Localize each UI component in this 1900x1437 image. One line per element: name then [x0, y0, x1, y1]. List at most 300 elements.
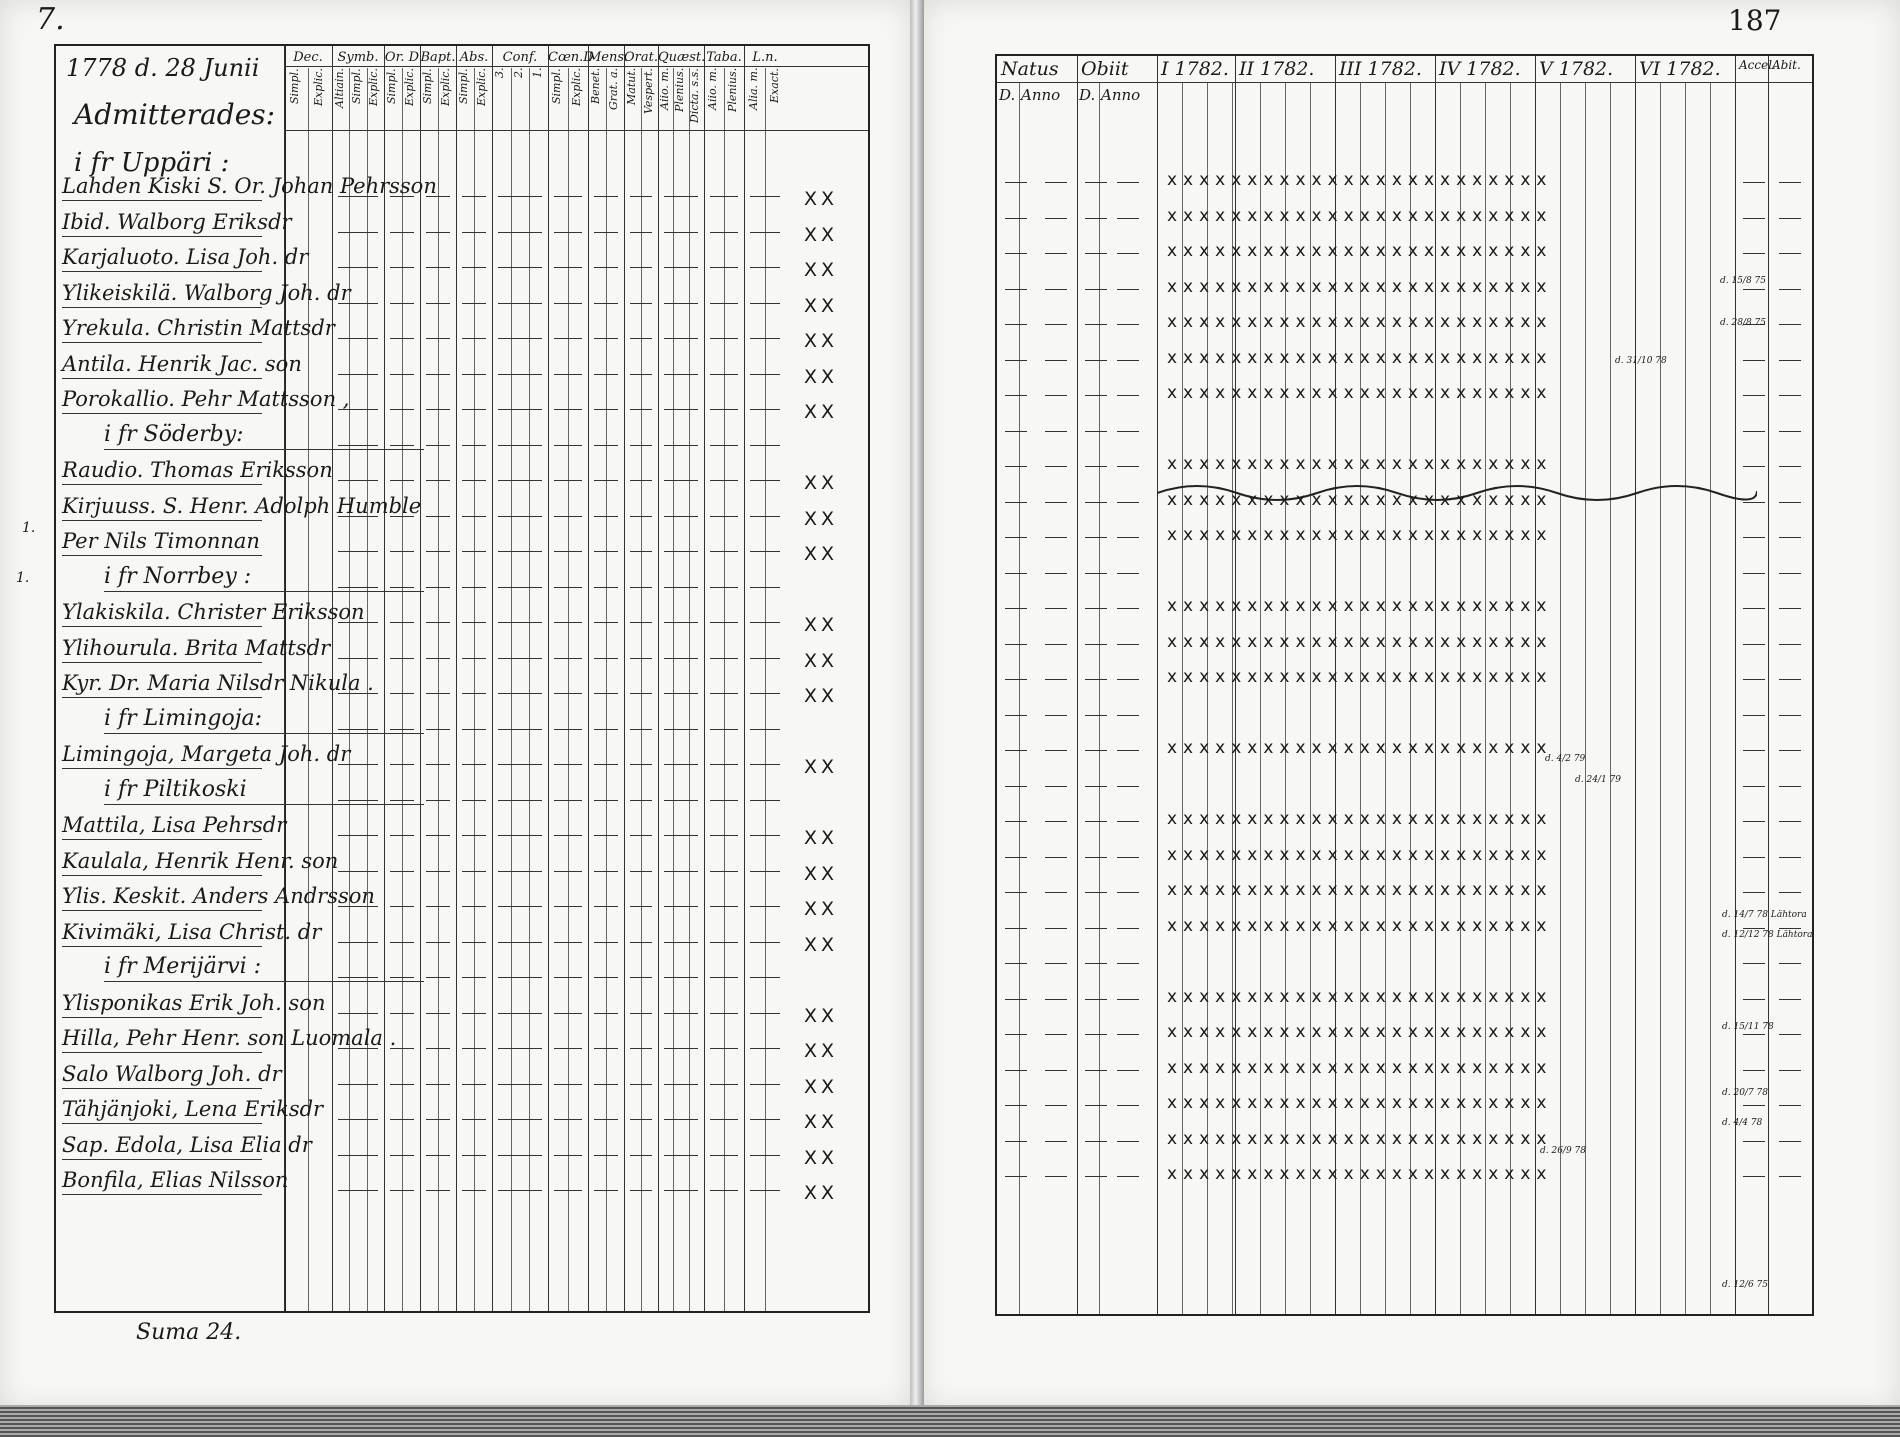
blank-dash [630, 977, 652, 978]
blank-dash [1743, 360, 1765, 361]
blank-dash [498, 693, 542, 694]
ln-mark: X X [804, 685, 834, 707]
blank-dash [338, 906, 378, 907]
blank-dash [630, 1048, 652, 1049]
blank-dash [498, 1048, 542, 1049]
blank-dash [630, 835, 652, 836]
blank-dash [554, 906, 582, 907]
blank-dash [630, 729, 652, 730]
blank-dash [710, 409, 738, 410]
blank-dash [1085, 573, 1107, 574]
blank-dash [462, 409, 486, 410]
blank-dash [664, 267, 698, 268]
attendance-marks: xxxxxxxxxxxxxxxxxxxxxxxx [1167, 383, 1553, 403]
column-header: Taba. [706, 50, 742, 65]
blank-dash [1085, 1141, 1107, 1142]
blank-dash [462, 764, 486, 765]
blank-dash [554, 267, 582, 268]
blank-dash [1085, 466, 1107, 467]
blank-dash [390, 1084, 414, 1085]
blank-dash [426, 977, 450, 978]
blank-dash [1779, 218, 1801, 219]
right-column-header: V 1782. [1539, 58, 1614, 80]
header-rule-top [284, 66, 868, 67]
blank-dash [1085, 1034, 1107, 1035]
blank-dash [1005, 1141, 1027, 1142]
blank-dash [1779, 1105, 1801, 1106]
blank-dash [1779, 395, 1801, 396]
blank-dash [1117, 1070, 1139, 1071]
blank-dash [1779, 999, 1801, 1000]
blank-dash [710, 658, 738, 659]
header-village: i fr Uppäri : [74, 148, 230, 178]
blank-dash [554, 445, 582, 446]
blank-dash [750, 906, 780, 907]
right-ledger-table [995, 54, 1814, 1316]
blank-dash [390, 729, 414, 730]
subcolumn-divider [689, 68, 690, 1311]
blank-dash [710, 906, 738, 907]
blank-dash [750, 1190, 780, 1191]
column-subheader: Explic. [570, 68, 583, 106]
blank-dash [390, 516, 414, 517]
person-entry: Lahden Kiski S. Or. Johan Pehrsson [62, 174, 262, 201]
person-entry: Per Nils Timonnan [62, 529, 262, 556]
blank-dash [338, 445, 378, 446]
blank-dash [630, 1013, 652, 1014]
blank-dash [1117, 892, 1139, 893]
blank-dash [498, 587, 542, 588]
column-divider [384, 46, 385, 1311]
blank-dash [630, 800, 652, 801]
blank-dash [1045, 431, 1067, 432]
column-divider [420, 46, 421, 1311]
blank-dash [462, 374, 486, 375]
book-gutter [910, 0, 924, 1410]
blank-dash [426, 196, 450, 197]
right-column-header: Natus [1001, 58, 1059, 80]
attendance-marks: xxxxxxxxxxxxxxxxxxxxxxxx [1167, 809, 1553, 829]
blank-dash [750, 622, 780, 623]
blank-dash [750, 374, 780, 375]
blank-dash [710, 871, 738, 872]
blank-dash [1005, 324, 1027, 325]
blank-dash [390, 445, 414, 446]
subcolumn-divider [641, 68, 642, 1311]
blank-dash [594, 303, 618, 304]
blank-dash [462, 1013, 486, 1014]
right-subcolumn-divider [1585, 82, 1586, 1314]
blank-dash [1779, 360, 1801, 361]
blank-dash [1085, 892, 1107, 893]
blank-dash [594, 906, 618, 907]
blank-dash [390, 835, 414, 836]
blank-dash [630, 480, 652, 481]
blank-dash [338, 480, 378, 481]
blank-dash [630, 338, 652, 339]
date-note: d. 20/7 78 [1722, 1088, 1769, 1098]
blank-dash [462, 1190, 486, 1191]
blank-dash [710, 267, 738, 268]
column-header: L.n. [752, 50, 778, 65]
blank-dash [630, 1084, 652, 1085]
person-entry: Tähjänjoki, Lena Eriksdr [62, 1097, 262, 1124]
blank-dash [390, 551, 414, 552]
blank-dash [498, 303, 542, 304]
blank-dash [750, 1084, 780, 1085]
blank-dash [594, 800, 618, 801]
blank-dash [1045, 1070, 1067, 1071]
blank-dash [664, 942, 698, 943]
column-divider [492, 46, 493, 1311]
blank-dash [1743, 786, 1765, 787]
blank-dash [1117, 821, 1139, 822]
blank-dash [594, 267, 618, 268]
blank-dash [498, 871, 542, 872]
blank-dash [426, 693, 450, 694]
blank-dash [1085, 502, 1107, 503]
blank-dash [426, 516, 450, 517]
blank-dash [462, 977, 486, 978]
date-note: d. 14/7 78 Lähtora [1722, 910, 1807, 920]
blank-dash [710, 232, 738, 233]
person-entry: Porokallio. Pehr Mattsson , [62, 387, 262, 414]
blank-dash [664, 232, 698, 233]
blank-dash [426, 409, 450, 410]
blank-dash [594, 1119, 618, 1120]
blank-dash [462, 1048, 486, 1049]
margin-note-1: 1. [22, 520, 36, 536]
blank-dash [664, 338, 698, 339]
attendance-marks: xxxxxxxxxxxxxxxxxxxxxxxx [1167, 241, 1553, 261]
person-entry: Kirjuuss. S. Henr. Adolph Humble [62, 494, 262, 521]
blank-dash [338, 622, 378, 623]
blank-dash [390, 303, 414, 304]
blank-dash [498, 267, 542, 268]
blank-dash [630, 267, 652, 268]
right-column-header: III 1782. [1339, 58, 1422, 80]
blank-dash [1005, 502, 1027, 503]
blank-dash [594, 942, 618, 943]
blank-dash [1117, 715, 1139, 716]
blank-dash [1045, 573, 1067, 574]
blank-dash [498, 516, 542, 517]
blank-dash [498, 1119, 542, 1120]
right-column-divider [1768, 56, 1769, 1314]
blank-dash [1005, 289, 1027, 290]
right-column-divider [1157, 56, 1158, 1314]
blank-dash [1779, 537, 1801, 538]
blank-dash [426, 374, 450, 375]
blank-dash [426, 480, 450, 481]
right-subcolumn-divider [1560, 82, 1561, 1314]
blank-dash [390, 800, 414, 801]
blank-dash [594, 480, 618, 481]
blank-dash [426, 445, 450, 446]
blank-dash [498, 835, 542, 836]
blank-dash [1117, 608, 1139, 609]
blank-dash [710, 338, 738, 339]
blank-dash [338, 693, 378, 694]
blank-dash [1743, 1105, 1765, 1106]
blank-dash [630, 693, 652, 694]
blank-dash [1085, 786, 1107, 787]
right-subcolumn-divider [1610, 82, 1611, 1314]
blank-dash [1779, 608, 1801, 609]
ln-mark: X X [804, 507, 834, 530]
blank-dash [750, 693, 780, 694]
subcolumn-divider [474, 68, 475, 1311]
blank-dash [1743, 928, 1765, 929]
blank-dash [338, 1084, 378, 1085]
date-note: d. 12/12 78 Lähtora [1722, 930, 1813, 940]
blank-dash [664, 587, 698, 588]
blank-dash [1779, 892, 1801, 893]
blank-dash [338, 232, 378, 233]
column-subheader: 1. [530, 68, 544, 79]
column-header: Mens. [588, 50, 629, 65]
blank-dash [462, 267, 486, 268]
right-subcolumn-divider [1685, 82, 1686, 1314]
blank-dash [338, 516, 378, 517]
blank-dash [1743, 289, 1765, 290]
person-entry: Ylisponikas Erik Joh. son [62, 991, 262, 1018]
column-subheader: Explic. [367, 68, 381, 106]
blank-dash [1005, 1070, 1027, 1071]
blank-dash [750, 942, 780, 943]
column-subheader: Explic. [475, 68, 488, 106]
ln-mark: X X [804, 933, 834, 956]
blank-dash [1743, 857, 1765, 858]
blank-dash [338, 800, 378, 801]
blank-dash [630, 942, 652, 943]
blank-dash [1085, 360, 1107, 361]
blank-dash [710, 764, 738, 765]
blank-dash [1117, 182, 1139, 183]
blank-dash [554, 729, 582, 730]
blank-dash [462, 338, 486, 339]
blank-dash [390, 622, 414, 623]
subcolumn-divider [673, 68, 674, 1311]
blank-dash [426, 622, 450, 623]
blank-dash [630, 196, 652, 197]
blank-dash [664, 977, 698, 978]
blank-dash [594, 658, 618, 659]
blank-dash [554, 1084, 582, 1085]
attendance-marks: xxxxxxxxxxxxxxxxxxxxxxxx [1167, 170, 1553, 190]
blank-dash [750, 729, 780, 730]
blank-dash [338, 835, 378, 836]
blank-dash [1743, 963, 1765, 964]
blank-dash [498, 338, 542, 339]
blank-dash [498, 480, 542, 481]
village-heading: i fr Norrbey : [104, 565, 424, 592]
column-subheader: Vespert. [641, 68, 655, 114]
blank-dash [750, 977, 780, 978]
blank-dash [1779, 289, 1801, 290]
blank-dash [750, 658, 780, 659]
blank-dash [338, 764, 378, 765]
blank-dash [1045, 715, 1067, 716]
blank-dash [554, 977, 582, 978]
blank-dash [554, 1190, 582, 1191]
ln-mark: X X [804, 827, 834, 849]
blank-dash [1045, 1105, 1067, 1106]
right-column-header: Accel. [1739, 58, 1776, 72]
blank-dash [390, 409, 414, 410]
blank-dash [498, 906, 542, 907]
ln-mark: X X [804, 223, 834, 246]
blank-dash [1005, 182, 1027, 183]
blank-dash [1045, 182, 1067, 183]
blank-dash [594, 232, 618, 233]
blank-dash [1045, 963, 1067, 964]
ln-mark: X X [804, 543, 834, 565]
blank-dash [498, 551, 542, 552]
blank-dash [630, 1119, 652, 1120]
blank-dash [338, 338, 378, 339]
blank-dash [1779, 928, 1801, 929]
blank-dash [1005, 253, 1027, 254]
blank-dash [390, 374, 414, 375]
blank-dash [1045, 466, 1067, 467]
village-heading: i fr Merijärvi : [104, 955, 424, 982]
ln-mark: X X [804, 365, 834, 388]
ln-mark: X X [804, 259, 834, 281]
village-heading: i fr Söderby: [104, 423, 424, 450]
column-subheader: Aiio. m. [706, 68, 719, 111]
blank-dash [426, 942, 450, 943]
blank-dash [554, 764, 582, 765]
subcolumn-divider [438, 68, 439, 1311]
date-note: d. 26/9 78 [1540, 1146, 1587, 1156]
blank-dash [1005, 715, 1027, 716]
blank-dash [1085, 928, 1107, 929]
blank-dash [390, 1048, 414, 1049]
blank-dash [462, 906, 486, 907]
blank-dash [1005, 679, 1027, 680]
blank-dash [710, 800, 738, 801]
date-note: d. 28/8 75 [1720, 318, 1767, 328]
blank-dash [1117, 289, 1139, 290]
blank-dash [664, 196, 698, 197]
blank-dash [594, 409, 618, 410]
blank-dash [1005, 537, 1027, 538]
blank-dash [630, 551, 652, 552]
blank-dash [338, 1190, 378, 1191]
subcolumn-divider [511, 68, 512, 1311]
attendance-marks: xxxxxxxxxxxxxxxxxxxxxxxx [1167, 631, 1553, 652]
blank-dash [710, 516, 738, 517]
blank-dash [1085, 395, 1107, 396]
village-heading: i fr Piltikoski [104, 778, 424, 805]
column-divider [658, 46, 659, 1311]
blank-dash [1117, 537, 1139, 538]
blank-dash [462, 551, 486, 552]
attendance-marks: xxxxxxxxxxxxxxxxxxxxxxxx [1167, 276, 1553, 297]
blank-dash [462, 587, 486, 588]
attendance-marks: xxxxxxxxxxxxxxxxxxxxxxxx [1167, 1164, 1553, 1184]
column-subheader: Simpl. [457, 68, 470, 104]
column-subheader: Benet. [589, 68, 602, 105]
blank-dash [1045, 821, 1067, 822]
blank-dash [750, 338, 780, 339]
blank-dash [1045, 1034, 1067, 1035]
blank-dash [426, 232, 450, 233]
column-subheader: Explic. [312, 68, 325, 106]
blank-dash [630, 587, 652, 588]
blank-dash [554, 516, 582, 517]
right-column-subheader: Anno [1021, 86, 1061, 104]
column-header: Quæst. [658, 50, 706, 65]
person-entry: Mattila, Lisa Pehrsdr [62, 813, 262, 840]
date-note: d. 31/10 78 [1615, 356, 1667, 366]
person-entry: Limingoja, Margeta Joh. dr [62, 742, 262, 769]
attendance-marks: xxxxxxxxxxxxxxxxxxxxxxxx [1167, 986, 1553, 1007]
blank-dash [1743, 715, 1765, 716]
ln-mark: X X [804, 649, 834, 672]
blank-dash [498, 409, 542, 410]
right-subcolumn-divider [1660, 82, 1661, 1314]
blank-dash [630, 303, 652, 304]
blank-dash [390, 977, 414, 978]
blank-dash [1085, 644, 1107, 645]
blank-dash [1085, 608, 1107, 609]
blank-dash [426, 267, 450, 268]
blank-dash [1085, 324, 1107, 325]
person-entry: Hilla, Pehr Henr. son Luomala . [62, 1026, 262, 1053]
blank-dash [1117, 1105, 1139, 1106]
blank-dash [750, 1048, 780, 1049]
blank-dash [498, 622, 542, 623]
blank-dash [462, 232, 486, 233]
person-entry: Kaulala, Henrik Henr. son [62, 849, 262, 876]
column-subheader: Simpl. [350, 68, 363, 104]
person-entry: Yrekula. Christin Mattsdr [62, 316, 262, 343]
column-divider [704, 46, 705, 1311]
blank-dash [1085, 537, 1107, 538]
blank-dash [462, 480, 486, 481]
person-entry: Ibid. Walborg Eriksdr [62, 210, 262, 237]
blank-dash [462, 196, 486, 197]
blank-dash [1045, 1141, 1067, 1142]
blank-dash [1045, 218, 1067, 219]
blank-dash [390, 480, 414, 481]
blank-dash [554, 587, 582, 588]
column-header: Abs. [459, 50, 489, 65]
left-page-number: 7. [36, 2, 65, 37]
blank-dash [664, 622, 698, 623]
blank-dash [554, 338, 582, 339]
person-entry: Raudio. Thomas Eriksson [62, 458, 262, 485]
right-column-header: VI 1782. [1639, 58, 1721, 80]
blank-dash [554, 1155, 582, 1156]
blank-dash [1779, 679, 1801, 680]
blank-dash [1045, 537, 1067, 538]
blank-dash [710, 551, 738, 552]
blank-dash [1743, 182, 1765, 183]
blank-dash [462, 1155, 486, 1156]
blank-dash [426, 1155, 450, 1156]
blank-dash [594, 622, 618, 623]
column-subheader: Simpl. [550, 68, 563, 104]
person-entry: Ylis. Keskit. Anders Andrsson [62, 884, 262, 911]
blank-dash [1045, 786, 1067, 787]
blank-dash [462, 1084, 486, 1085]
blank-dash [664, 729, 698, 730]
blank-dash [664, 658, 698, 659]
header-admitted: Admitterades: [74, 98, 276, 131]
